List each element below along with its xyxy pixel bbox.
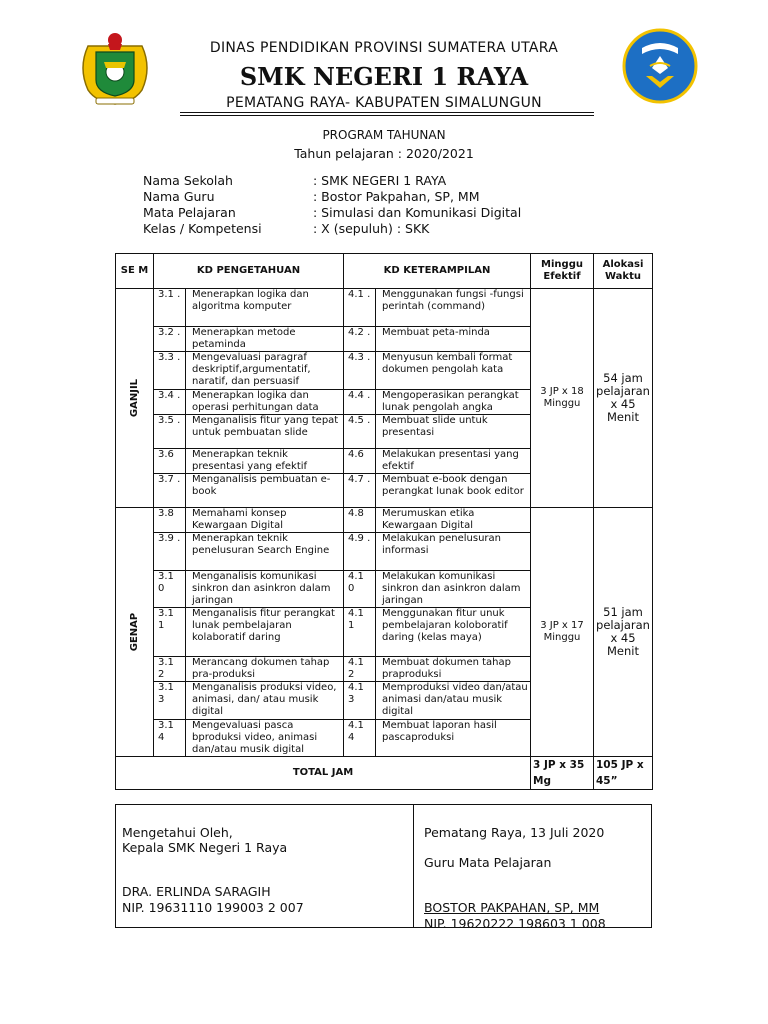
minggu-efektif: 3 JP x 17 Minggu [531, 508, 594, 757]
header-minggu-efektif: Minggu Efektif [531, 254, 594, 289]
kd-pengetahuan-text: Menganalisis komunikasi sinkron dan asinkron dalam jaringan [186, 571, 344, 608]
alokasi-waktu: 54 jam pelajaran x 45 Menit [594, 289, 653, 508]
kd-pengetahuan-number: 3.4 . [154, 390, 186, 415]
kd-keterampilan-text: Membuat laporan hasil pascaproduksi [376, 720, 531, 757]
kd-keterampilan-text: Membuat slide untuk presentasi [376, 415, 531, 449]
alokasi-waktu: 51 jam pelajaran x 45 Menit [594, 508, 653, 757]
principal-name: DRA. ERLINDA SARAGIH [122, 884, 271, 899]
annual-program-table [115, 253, 653, 790]
kd-pengetahuan-text: Menganalisis fitur yang tepat untuk pembuatan slide [186, 415, 344, 449]
identity-label: Nama Sekolah [143, 173, 233, 188]
kd-keterampilan-number: 4.4 . [344, 390, 376, 415]
kd-keterampilan-text: Merumuskan etika Kewargaan Digital [376, 508, 531, 533]
kd-keterampilan-text: Menggunakan fungsi -fungsi perintah (command) [376, 289, 531, 327]
kd-keterampilan-number: 4.9 . [344, 533, 376, 571]
kd-pengetahuan-text: Mengevaluasi pasca bproduksi video, animasi dan/atau musik digital [186, 720, 344, 757]
kd-keterampilan-number: 4.1 3 [344, 682, 376, 720]
kd-keterampilan-text: Memproduksi video dan/atau animasi dan/atau musik digital [376, 682, 531, 720]
semester-name: GENAP [129, 612, 141, 652]
agency-name: DINAS PENDIDIKAN PROVINSI SUMATERA UTARA [209, 40, 559, 56]
identity-label: Mata Pelajaran [143, 205, 236, 220]
teacher-nip: NIP. 19620222 198603 1 008 [424, 916, 606, 931]
kd-pengetahuan-text: Menganalisis produksi video, animasi, dan/ atau musik digital [186, 682, 344, 720]
kd-pengetahuan-number: 3.7 . [154, 474, 186, 508]
header-sem: SE M [116, 254, 154, 289]
signature-divider [413, 805, 414, 927]
header-kd-keterampilan: KD KETERAMPILAN [344, 254, 531, 289]
kd-pengetahuan-number: 3.9 . [154, 533, 186, 571]
kd-pengetahuan-text: Menganalisis fitur perangkat lunak pembelajaran kolaboratif daring [186, 608, 344, 657]
kd-pengetahuan-text: Menerapkan teknik penelusuran Search Engine [186, 533, 344, 571]
header-kd-pengetahuan: KD PENGETAHUAN [154, 254, 344, 289]
kd-pengetahuan-number: 3.6 [154, 449, 186, 474]
kd-pengetahuan-number: 3.1 1 [154, 608, 186, 657]
kd-row [116, 289, 653, 327]
kd-keterampilan-number: 4.8 [344, 508, 376, 533]
kd-keterampilan-text: Menggunakan fitur unuk pembelajaran koloboratif daring (kelas maya) [376, 608, 531, 657]
kd-keterampilan-number: 4.5 . [344, 415, 376, 449]
identity-value: : SMK NEGERI 1 RAYA [313, 173, 447, 188]
kd-pengetahuan-text: Memahami konsep Kewargaan Digital [186, 508, 344, 533]
kd-keterampilan-number: 4.7 . [344, 474, 376, 508]
identity-row [143, 173, 521, 189]
kd-keterampilan-text: Menyusun kembali format dokumen pengolah kata [376, 352, 531, 390]
kd-pengetahuan-text: Menerapkan logika dan operasi perhitungan data [186, 390, 344, 415]
school-address: PEMATANG RAYA- KABUPATEN SIMALUNGUN [226, 95, 542, 111]
kd-pengetahuan-number: 3.1 0 [154, 571, 186, 608]
kd-keterampilan-text: Melakukan komunikasi sinkron dan asinkron dalam jaringan [376, 571, 531, 608]
school-name: SMK NEGERI 1 RAYA [239, 62, 529, 91]
total-alokasi: 105 JP x 45” [594, 757, 653, 790]
kd-pengetahuan-number: 3.1 2 [154, 657, 186, 682]
teacher-role: Guru Mata Pelajaran [424, 855, 552, 870]
semester-label [116, 289, 154, 508]
identity-label: Nama Guru [143, 189, 215, 204]
header-rule [180, 112, 594, 113]
teacher-name: BOSTOR PAKPAHAN, SP, MM [424, 900, 600, 915]
kd-keterampilan-number: 4.1 . [344, 289, 376, 327]
semester-label [116, 508, 154, 757]
kd-keterampilan-number: 4.1 0 [344, 571, 376, 608]
place-date: Pematang Raya, 13 Juli 2020 [424, 825, 605, 840]
kd-pengetahuan-number: 3.1 4 [154, 720, 186, 757]
kd-pengetahuan-number: 3.1 . [154, 289, 186, 327]
total-jam-label: TOTAL JAM [116, 757, 531, 790]
kd-keterampilan-number: 4.1 4 [344, 720, 376, 757]
kd-keterampilan-number: 4.1 1 [344, 608, 376, 657]
document-title: PROGRAM TAHUNAN [322, 128, 446, 142]
identity-row [143, 189, 521, 205]
kd-keterampilan-number: 4.6 [344, 449, 376, 474]
kd-keterampilan-text: Mengoperasikan perangkat lunak pengolah angka [376, 390, 531, 415]
principal-title: Kepala SMK Negeri 1 Raya [122, 840, 288, 855]
identity-value: : Bostor Pakpahan, SP, MM [313, 189, 480, 204]
kd-row [116, 508, 653, 533]
kd-pengetahuan-text: Menerapkan teknik presentasi yang efektif [186, 449, 344, 474]
kd-keterampilan-text: Melakukan penelusuran informasi [376, 533, 531, 571]
academic-year: Tahun pelajaran : 2020/2021 [294, 146, 474, 161]
kd-pengetahuan-text: Merancang dokumen tahap pra-produksi [186, 657, 344, 682]
kd-pengetahuan-text: Menganalisis pembuatan e-book [186, 474, 344, 508]
kd-pengetahuan-text: Menerapkan logika dan algoritma komputer [186, 289, 344, 327]
semester-name: GANJIL [129, 378, 141, 418]
identity-value: : X (sepuluh) : SKK [313, 221, 430, 236]
kd-keterampilan-number: 4.3 . [344, 352, 376, 390]
kd-keterampilan-number: 4.2 . [344, 327, 376, 352]
kd-keterampilan-text: Membuat e-book dengan perangkat lunak book editor [376, 474, 531, 508]
kd-pengetahuan-number: 3.1 3 [154, 682, 186, 720]
identity-value: : Simulasi dan Komunikasi Digital [313, 205, 522, 220]
kd-pengetahuan-number: 3.5 . [154, 415, 186, 449]
kd-pengetahuan-text: Menerapkan metode petaminda [186, 327, 344, 352]
identity-row [143, 205, 521, 221]
identity-row [143, 221, 521, 237]
signature-block [115, 804, 652, 931]
acknowledged-by: Mengetahui Oleh, [122, 825, 233, 840]
total-minggu: 3 JP x 35 Mg [531, 757, 594, 790]
minggu-efektif: 3 JP x 18 Minggu [531, 289, 594, 508]
kd-keterampilan-text: Membuat dokumen tahap praproduksi [376, 657, 531, 682]
kd-pengetahuan-number: 3.2 . [154, 327, 186, 352]
identity-block [143, 173, 521, 237]
header-alokasi-waktu: Alokasi Waktu [594, 254, 653, 289]
kd-pengetahuan-number: 3.3 . [154, 352, 186, 390]
kd-keterampilan-text: Melakukan presentasi yang efektif [376, 449, 531, 474]
principal-nip: NIP. 19631110 199003 2 007 [122, 900, 304, 915]
header-rule [180, 115, 594, 116]
kd-pengetahuan-number: 3.8 [154, 508, 186, 533]
kd-keterampilan-text: Membuat peta-minda [376, 327, 531, 352]
kd-keterampilan-number: 4.1 2 [344, 657, 376, 682]
kd-pengetahuan-text: Mengevaluasi paragraf deskriptif,argumentatif, naratif, dan persuasif [186, 352, 344, 390]
identity-label: Kelas / Kompetensi [143, 221, 262, 236]
